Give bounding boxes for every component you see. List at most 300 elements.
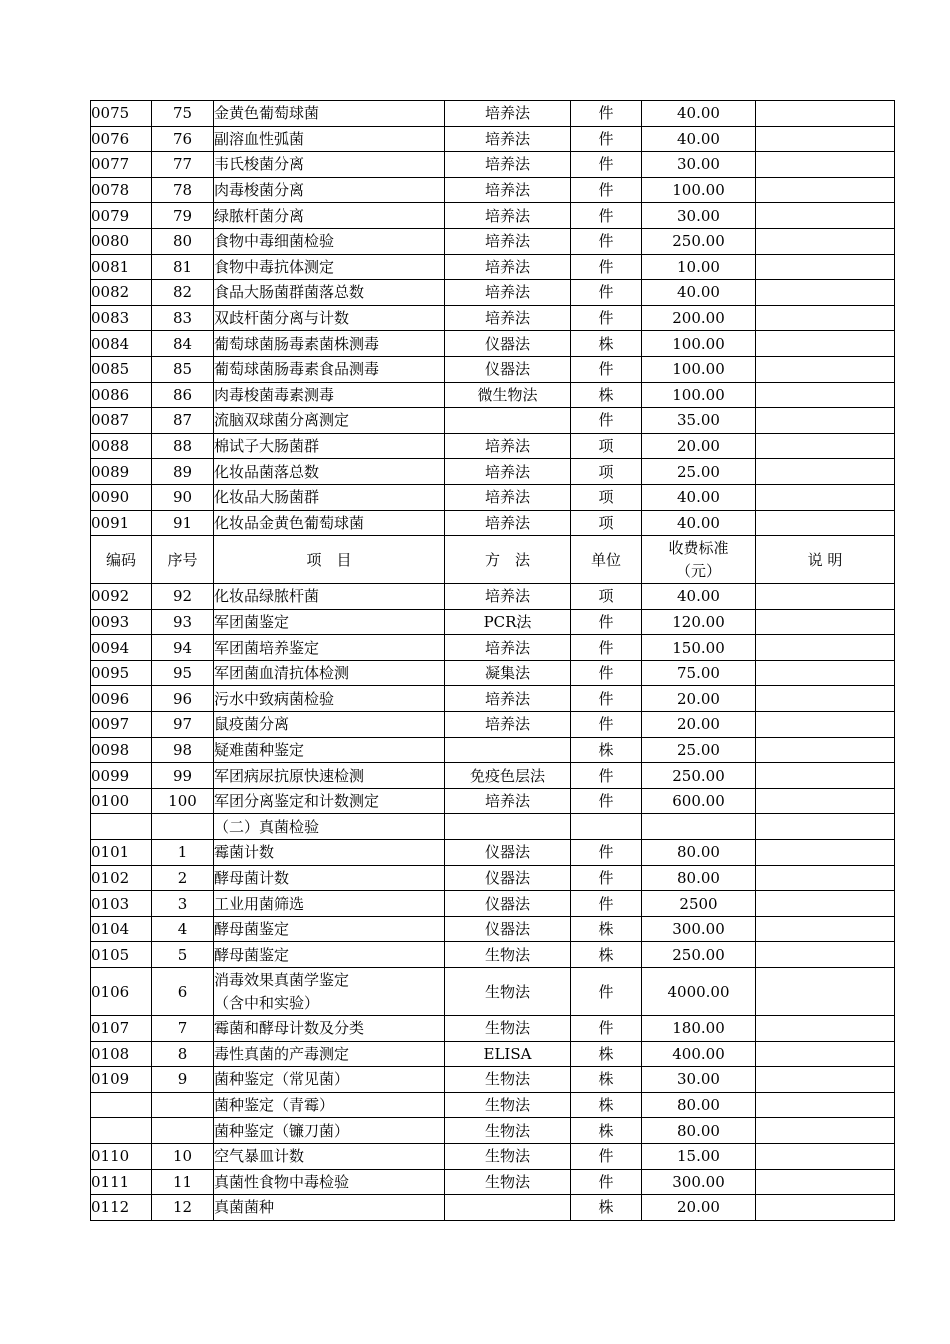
cell-item: 化妆品大肠菌群 [214,484,445,510]
table-body-section-b [91,584,895,968]
cell-note [756,254,895,280]
cell-note [756,635,895,661]
cell-unit [571,814,642,840]
cell-price: 250.00 [642,228,756,254]
header-price-line1: 收费标准 [668,538,729,557]
cell-item: 军团病尿抗原快速检测 [214,763,445,789]
cell-note [756,1195,895,1221]
cell-method: 培养法 [445,152,571,178]
cell-price: 80.00 [642,840,756,866]
cell-method: 培养法 [445,459,571,485]
cell-code: 0102 [91,865,152,891]
cell-unit: 株 [571,1118,642,1144]
header-price [642,536,756,584]
cell-unit: 件 [571,660,642,686]
cell-item: 军团菌鉴定 [214,609,445,635]
cell-price: 20.00 [642,712,756,738]
cell-item: 化妆品菌落总数 [214,459,445,485]
cell-seq: 80 [152,228,214,254]
cell-seq: 1 [152,840,214,866]
table-row [91,1118,895,1144]
cell-note [756,459,895,485]
cell-method: 培养法 [445,484,571,510]
cell-method: 生物法 [445,968,571,1016]
cell-method: 仪器法 [445,840,571,866]
cell-code: 0087 [91,408,152,434]
cell-item: 韦氏梭菌分离 [214,152,445,178]
cell-method: 培养法 [445,177,571,203]
cell-code: 0075 [91,101,152,127]
cell-seq: 84 [152,331,214,357]
cell-method: 培养法 [445,280,571,306]
cell-note [756,101,895,127]
cell-item: （二）真菌检验 [214,814,445,840]
cell-code: 0081 [91,254,152,280]
cell-seq: 79 [152,203,214,229]
table-row [91,228,895,254]
cell-seq: 81 [152,254,214,280]
table-row [91,1169,895,1195]
cell-code: 0103 [91,891,152,917]
cell-code: 0101 [91,840,152,866]
cell-note [756,916,895,942]
table-row [91,1195,895,1221]
cell-item: 金黄色葡萄球菌 [214,101,445,127]
cell-note [756,763,895,789]
cell-code: 0077 [91,152,152,178]
cell-seq: 94 [152,635,214,661]
cell-price: 100.00 [642,177,756,203]
cell-code: 0095 [91,660,152,686]
table-row [91,788,895,814]
cell-method: 仪器法 [445,865,571,891]
cell-code: 0112 [91,1195,152,1221]
cell-note [756,1016,895,1042]
cell-method: ELISA [445,1041,571,1067]
cell-seq: 5 [152,942,214,968]
cell-seq: 76 [152,126,214,152]
cell-item [214,968,445,1016]
cell-item: 军团分离鉴定和计数测定 [214,788,445,814]
cell-note [756,203,895,229]
cell-price: 100.00 [642,356,756,382]
table-row [91,356,895,382]
cell-code: 0104 [91,916,152,942]
cell-item: 军团菌血清抗体检测 [214,660,445,686]
cell-unit: 件 [571,865,642,891]
cell-price: 30.00 [642,203,756,229]
cell-price [642,814,756,840]
cell-price: 80.00 [642,1118,756,1144]
cell-note [756,865,895,891]
cell-item: 肉毒梭菌分离 [214,177,445,203]
cell-unit: 株 [571,942,642,968]
cell-seq: 88 [152,433,214,459]
cell-unit: 株 [571,382,642,408]
cell-note [756,126,895,152]
cell-method: 培养法 [445,126,571,152]
cell-price: 40.00 [642,280,756,306]
table-row [91,763,895,789]
table-row [91,1092,895,1118]
cell-item: 化妆品绿脓杆菌 [214,584,445,610]
cell-item: 污水中致病菌检验 [214,686,445,712]
table-row [91,686,895,712]
cell-note [756,484,895,510]
table-body-section-a [91,101,895,536]
cell-code: 0085 [91,356,152,382]
table-row [91,305,895,331]
cell-item: 食品大肠菌群菌落总数 [214,280,445,306]
table-row [91,408,895,434]
cell-seq: 100 [152,788,214,814]
cell-code: 0089 [91,459,152,485]
cell-code [91,1118,152,1144]
cell-code: 0084 [91,331,152,357]
cell-unit: 件 [571,763,642,789]
cell-price: 80.00 [642,865,756,891]
table-row [91,609,895,635]
cell-note [756,433,895,459]
cell-unit: 件 [571,126,642,152]
cell-price: 20.00 [642,1195,756,1221]
cell-price: 200.00 [642,305,756,331]
cell-item-line1: 消毒效果真菌学鉴定 [214,970,350,989]
cell-unit: 株 [571,1195,642,1221]
table-row [91,916,895,942]
table-row [91,1016,895,1042]
table-row [91,660,895,686]
cell-code: 0100 [91,788,152,814]
cell-code: 0091 [91,510,152,536]
cell-price: 20.00 [642,686,756,712]
cell-method: 生物法 [445,1016,571,1042]
cell-method: 仪器法 [445,891,571,917]
cell-price: 150.00 [642,635,756,661]
cell-item: 食物中毒抗体测定 [214,254,445,280]
cell-note [756,891,895,917]
cell-price: 10.00 [642,254,756,280]
cell-method [445,737,571,763]
cell-code: 0082 [91,280,152,306]
table-row [91,433,895,459]
header-method: 方 法 [445,536,571,584]
cell-code: 0083 [91,305,152,331]
cell-price: 300.00 [642,1169,756,1195]
cell-code: 0105 [91,942,152,968]
cell-seq: 97 [152,712,214,738]
cell-seq: 83 [152,305,214,331]
cell-code [91,814,152,840]
cell-price: 25.00 [642,737,756,763]
cell-item: 真菌菌种 [214,1195,445,1221]
header-note: 说 明 [756,536,895,584]
table-row [91,177,895,203]
cell-note [756,228,895,254]
cell-note [756,177,895,203]
table-row [91,459,895,485]
cell-code: 0092 [91,584,152,610]
cell-method: 培养法 [445,584,571,610]
cell-seq: 75 [152,101,214,127]
cell-unit: 件 [571,686,642,712]
cell-item: 酵母菌鉴定 [214,942,445,968]
cell-method [445,408,571,434]
cell-unit: 株 [571,1092,642,1118]
cell-note [756,1143,895,1169]
cell-note [756,814,895,840]
cell-item: 毒性真菌的产毒测定 [214,1041,445,1067]
cell-code: 0097 [91,712,152,738]
cell-method: 培养法 [445,635,571,661]
cell-unit: 件 [571,280,642,306]
cell-item-line2: （含中和实验） [214,993,320,1012]
cell-price: 40.00 [642,584,756,610]
cell-note [756,788,895,814]
cell-item: 棉试子大肠菌群 [214,433,445,459]
cell-code: 0108 [91,1041,152,1067]
header-price-line2: （元） [675,561,721,580]
cell-seq: 92 [152,584,214,610]
header-seq: 序号 [152,536,214,584]
cell-note [756,305,895,331]
table-row [91,891,895,917]
cell-price: 75.00 [642,660,756,686]
table-row [91,254,895,280]
table-row [91,152,895,178]
cell-price: 35.00 [642,408,756,434]
cell-seq: 2 [152,865,214,891]
cell-code: 0107 [91,1016,152,1042]
table-header-row-group [91,536,895,584]
cell-seq: 7 [152,1016,214,1042]
cell-unit: 件 [571,203,642,229]
cell-note [756,1041,895,1067]
table-row [91,382,895,408]
cell-unit: 株 [571,1067,642,1093]
cell-seq: 10 [152,1143,214,1169]
fee-standard-table [90,100,895,1221]
cell-method: 培养法 [445,433,571,459]
cell-item: 绿脓杆菌分离 [214,203,445,229]
cell-method: 培养法 [445,203,571,229]
cell-method: 培养法 [445,305,571,331]
cell-note [756,1169,895,1195]
cell-unit: 件 [571,228,642,254]
cell-method: 培养法 [445,510,571,536]
table-row [91,484,895,510]
cell-seq: 4 [152,916,214,942]
cell-method: 培养法 [445,712,571,738]
table-header-row [91,536,895,584]
cell-seq [152,1092,214,1118]
cell-seq: 99 [152,763,214,789]
cell-unit: 件 [571,609,642,635]
cell-unit: 件 [571,968,642,1016]
cell-seq: 95 [152,660,214,686]
cell-method: 生物法 [445,942,571,968]
cell-item: 葡萄球菌肠毒素菌株测毒 [214,331,445,357]
cell-item: 真菌性食物中毒检验 [214,1169,445,1195]
header-item: 项 目 [214,536,445,584]
cell-unit: 项 [571,510,642,536]
cell-seq: 8 [152,1041,214,1067]
cell-note [756,609,895,635]
table-row [91,1143,895,1169]
cell-item: 食物中毒细菌检验 [214,228,445,254]
cell-code: 0080 [91,228,152,254]
header-unit: 单位 [571,536,642,584]
table-row [91,101,895,127]
cell-price: 30.00 [642,1067,756,1093]
cell-price: 40.00 [642,510,756,536]
cell-note [756,280,895,306]
cell-unit: 株 [571,331,642,357]
cell-price: 80.00 [642,1092,756,1118]
cell-item: 化妆品金黄色葡萄球菌 [214,510,445,536]
cell-unit: 件 [571,840,642,866]
cell-unit: 件 [571,152,642,178]
cell-price: 600.00 [642,788,756,814]
cell-price: 40.00 [642,126,756,152]
cell-price: 15.00 [642,1143,756,1169]
cell-seq: 12 [152,1195,214,1221]
cell-code: 0078 [91,177,152,203]
cell-unit: 项 [571,433,642,459]
cell-price: 40.00 [642,101,756,127]
cell-method: 免疫色层法 [445,763,571,789]
table-row [91,203,895,229]
cell-code: 0110 [91,1143,152,1169]
cell-seq: 91 [152,510,214,536]
cell-price: 400.00 [642,1041,756,1067]
cell-item: 葡萄球菌肠毒素食品测毒 [214,356,445,382]
cell-item: 工业用菌筛选 [214,891,445,917]
cell-price: 25.00 [642,459,756,485]
table-row [91,1041,895,1067]
cell-method: 培养法 [445,788,571,814]
cell-note [756,382,895,408]
table-row [91,968,895,1016]
cell-seq: 9 [152,1067,214,1093]
cell-code: 0099 [91,763,152,789]
cell-seq: 93 [152,609,214,635]
cell-seq: 3 [152,891,214,917]
cell-code: 0096 [91,686,152,712]
table-row [91,712,895,738]
table-row [91,942,895,968]
cell-seq: 6 [152,968,214,1016]
cell-code: 0076 [91,126,152,152]
cell-code: 0098 [91,737,152,763]
cell-unit: 株 [571,916,642,942]
cell-code: 0090 [91,484,152,510]
table-row [91,280,895,306]
cell-seq [152,814,214,840]
cell-unit: 项 [571,584,642,610]
cell-seq: 11 [152,1169,214,1195]
cell-note [756,660,895,686]
cell-item: 霉菌和酵母计数及分类 [214,1016,445,1042]
table-row [91,510,895,536]
cell-unit: 件 [571,1169,642,1195]
table-row [91,126,895,152]
cell-unit: 件 [571,891,642,917]
table-row [91,1067,895,1093]
cell-method: 仪器法 [445,916,571,942]
cell-item: 菌种鉴定（青霉） [214,1092,445,1118]
table-row [91,840,895,866]
cell-price: 30.00 [642,152,756,178]
table-row-0106-group [91,968,895,1016]
cell-unit: 件 [571,305,642,331]
cell-note [756,408,895,434]
cell-note [756,1118,895,1144]
cell-price: 300.00 [642,916,756,942]
cell-seq: 86 [152,382,214,408]
cell-method: 培养法 [445,228,571,254]
cell-seq: 82 [152,280,214,306]
cell-note [756,331,895,357]
cell-price: 2500 [642,891,756,917]
cell-item: 军团菌培养鉴定 [214,635,445,661]
cell-unit: 件 [571,712,642,738]
cell-price: 20.00 [642,433,756,459]
cell-unit: 株 [571,1041,642,1067]
cell-method [445,814,571,840]
cell-unit: 件 [571,177,642,203]
cell-code: 0111 [91,1169,152,1195]
table-body-section-c [91,1016,895,1221]
cell-seq: 89 [152,459,214,485]
cell-method: 生物法 [445,1092,571,1118]
cell-method: 凝集法 [445,660,571,686]
cell-unit: 件 [571,635,642,661]
cell-price: 120.00 [642,609,756,635]
cell-item: 肉毒梭菌毒素测毒 [214,382,445,408]
cell-unit: 件 [571,356,642,382]
cell-unit: 件 [571,101,642,127]
cell-note [756,584,895,610]
cell-method: 生物法 [445,1143,571,1169]
cell-method: 生物法 [445,1169,571,1195]
cell-seq: 77 [152,152,214,178]
cell-code: 0086 [91,382,152,408]
cell-unit: 件 [571,788,642,814]
cell-item: 空气暴皿计数 [214,1143,445,1169]
cell-item: 鼠疫菌分离 [214,712,445,738]
cell-seq [152,1118,214,1144]
cell-note [756,356,895,382]
cell-code [91,1092,152,1118]
cell-code: 0109 [91,1067,152,1093]
cell-unit: 项 [571,459,642,485]
header-code: 编码 [91,536,152,584]
cell-note [756,968,895,1016]
cell-method: 生物法 [445,1118,571,1144]
cell-unit: 项 [571,484,642,510]
table-row [91,814,895,840]
cell-note [756,737,895,763]
table-row [91,331,895,357]
cell-method: 仪器法 [445,356,571,382]
cell-method: 培养法 [445,101,571,127]
cell-item: 副溶血性弧菌 [214,126,445,152]
cell-method: 微生物法 [445,382,571,408]
cell-method: PCR法 [445,609,571,635]
table-row [91,635,895,661]
cell-note [756,686,895,712]
